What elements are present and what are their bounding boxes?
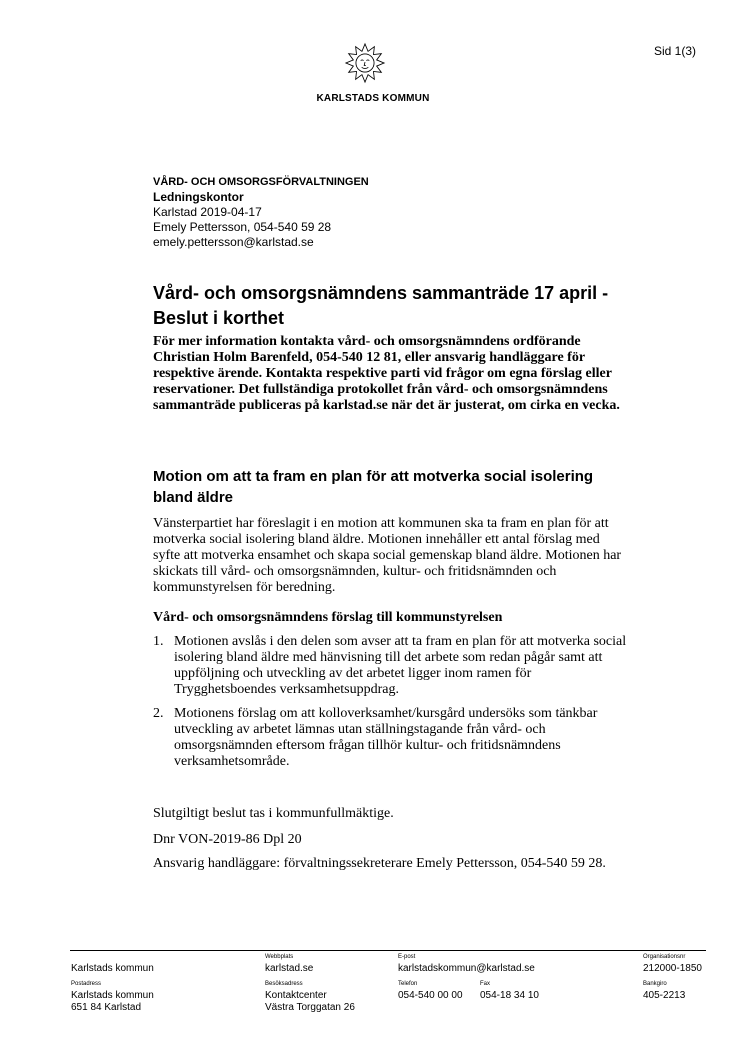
place-date: Karlstad 2019-04-17 [153, 205, 262, 219]
intro-paragraph: För mer information kontakta vård- och omsorgsnämndens ordförande Christian Holm Barenfeld, 054-540 12 81, eller ansvarig handläggare för respektive ärende. Kontakta respektive parti vid frågor om egna förslag eller reservationer. Det fullständiga protokollet från vård- och omsorgsnämndens sammanträde publiceras på karlstad.se när det är justerat, om cirka en vecka. [153, 334, 620, 413]
footer-fax-label: Fax [480, 981, 491, 987]
decision-list [153, 634, 633, 778]
list-item-text: Motionens förslag om att kolloverksamhet/kursgård undersöks som tänkbar utveckling av arbetet lämnas utan ställningstagande från vård- och omsorgsnämnden eftersom frågan tillhör kultur- och fritidsnämndens verksamhetsområde. [174, 706, 598, 769]
proposal-heading: Vård- och omsorgsnämndens förslag till kommunstyrelsen [153, 610, 503, 625]
footer-email-label: E-post [398, 954, 416, 960]
footer-postal-label: Postadress [71, 981, 102, 987]
list-item-number: 1. [153, 634, 164, 649]
footer-bankgiro-value: 405-2213 [643, 990, 686, 1001]
footer-visit-line2: Västra Torggatan 26 [265, 1002, 355, 1013]
sun-logo-icon [344, 42, 386, 84]
footer-phone-value: 054-540 00 00 [398, 990, 463, 1001]
footer-web-link[interactable]: karlstad.se [265, 963, 314, 974]
footer-email-link[interactable]: karlstadskommun@karlstad.se [398, 963, 535, 974]
footer-divider [70, 950, 706, 951]
list-item-number: 2. [153, 706, 164, 721]
footer-bankgiro-label: Bankgiro [643, 981, 667, 987]
page-title: Vård- och omsorgsnämndens sammanträde 17 april - Beslut i korthet [153, 283, 609, 328]
responsible-officer: Ansvarig handläggare: förvaltningssekreterare Emely Pettersson, 054-540 59 28. [153, 856, 606, 871]
footer-postal-line1: Karlstads kommun [71, 990, 154, 1001]
footer-orgnr-label: Organisationsnr [643, 954, 686, 960]
footer-visit-line1: Kontaktcenter [265, 990, 327, 1001]
contact-line: Emely Pettersson, 054-540 59 28 [153, 220, 332, 234]
list-item-text: Motionen avslås i den delen som avser att ta fram en plan för att motverka social isolering bland äldre med hänvisning till det arbete som redan pågår samt att uppföljning och utveckling av det arbetet ligger inom ramen för Trygghetsboendes verksamhetsuppdrag. [174, 634, 627, 697]
final-decision: Slutgiltigt beslut tas i kommunfullmäktige. [153, 806, 394, 821]
office: Ledningskontor [153, 190, 244, 204]
section-heading: Motion om att ta fram en plan för att motverka social isolering bland äldre [153, 468, 594, 506]
footer-org-name: Karlstads kommun [71, 963, 154, 974]
footer-phone-label: Telefon [398, 981, 418, 987]
footer-postal-line2: 651 84 Karlstad [71, 1002, 142, 1013]
page-number: Sid 1(3) [654, 44, 697, 58]
list-item [153, 634, 633, 698]
footer-visit-label: Besöksadress [265, 981, 303, 987]
section-body: Vänsterpartiet har föreslagit i en motion att kommunen ska ta fram en plan för att motverka social isolering bland äldre. Motionen innehåller ett antal förslag med syfte att motverka ensamhet och skapa social gemenskap bland äldre. Motionen har skickats till vård- och omsorgsnämnden, kultur- och fritidsnämnden och kommunstyrelsen för beredning. [153, 516, 622, 595]
footer-web-label: Webbplats [265, 954, 294, 960]
organization-name: KARLSTADS KOMMUN [316, 93, 430, 104]
footer-orgnr-value: 212000-1850 [643, 963, 702, 974]
list-item [153, 706, 633, 770]
sender-block [153, 175, 369, 250]
contact-email: emely.pettersson@karlstad.se [153, 235, 314, 249]
department: VÅRD- OCH OMSORGSFÖRVALTNINGEN [153, 176, 369, 188]
footer-fax-value: 054-18 34 10 [480, 990, 539, 1001]
reference-number: Dnr VON-2019-86 Dpl 20 [153, 832, 302, 847]
